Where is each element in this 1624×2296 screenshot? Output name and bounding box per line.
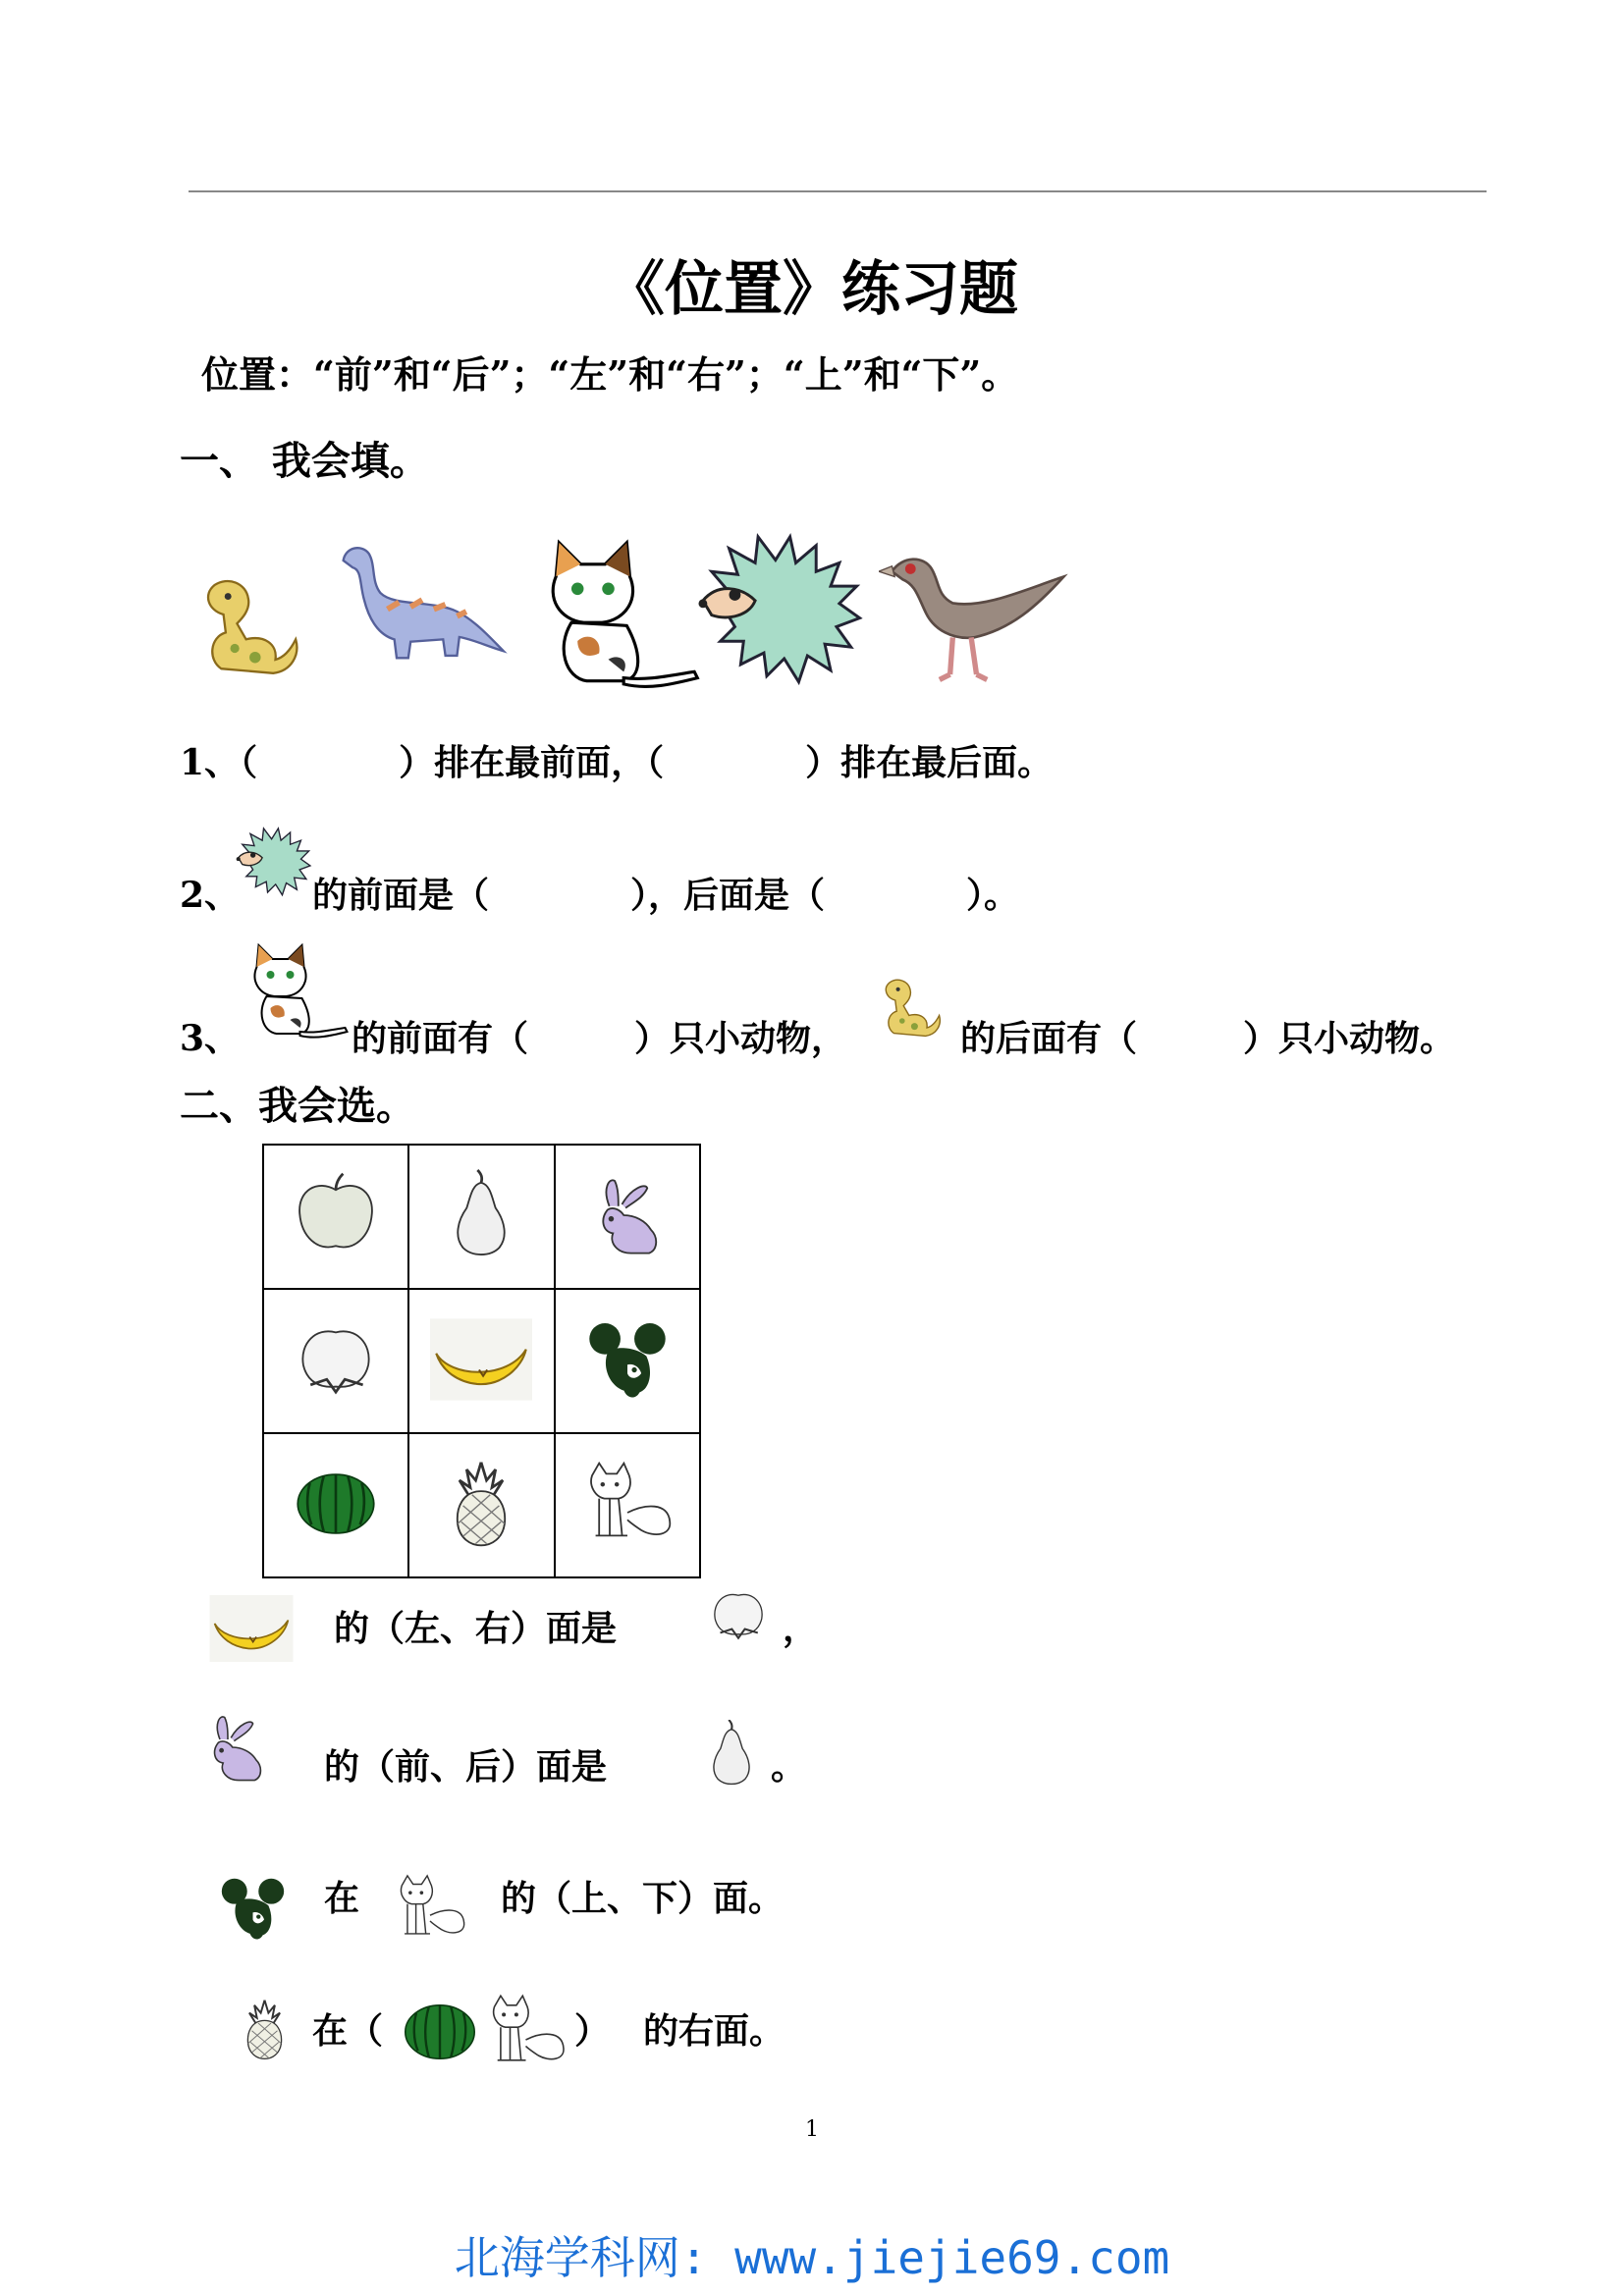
dog-small-icon [879,967,947,1047]
grid-cell-apple [263,1145,408,1289]
grid-cell-pear [408,1145,554,1289]
fox-small-icon-2 [479,1993,572,2071]
grid-cell-fox [555,1433,700,1577]
q1-text: （ ）排在最前面，（ ）排在最后面。 [240,742,1054,783]
watermelon-small-icon [399,1993,481,2071]
bird-image [879,525,1070,697]
q2-number: 2、 [180,875,241,916]
hedgehog-image [697,515,864,702]
mickey-icon [584,1314,671,1405]
subtitle: 位置：“前”和“后”；“左”和“右”；“上”和“下”。 [201,352,1019,397]
pear-icon [436,1166,526,1264]
grid-cell-mickey [555,1289,700,1433]
mickey-small-icon [201,1873,304,1944]
banana-icon [430,1318,532,1401]
page-number: 1 [805,2117,819,2142]
q2-text: 的前面是（ ），后面是（ ）。 [312,875,1020,916]
rabbit-small-icon [196,1703,275,1791]
s2-text: 的（前、后）面是 [324,1746,608,1788]
q3-text-a: 的前面有（ ）只小动物， [352,1018,847,1059]
q3-text-b: 的后面有（ ）只小动物。 [960,1018,1456,1059]
q1-number: 1、 [180,742,241,783]
s1-text: 的（左、右）面是 [334,1608,618,1649]
s3-text-a: 在 [324,1878,360,1919]
picture-grid [262,1144,701,1576]
dog-image [196,564,309,687]
grid-cell-watermelon [263,1433,408,1577]
footer-site: 北海学科网: www.jiejie69.com [454,2231,1170,2284]
header-rule [189,190,1487,192]
s4-text-c: 的右面。 [643,2010,785,2052]
cat-small-icon [236,937,352,1041]
grid-cell-banana [408,1289,554,1433]
grid-cell-rabbit [555,1145,700,1289]
peach-small-icon [694,1582,783,1647]
rabbit-icon [582,1170,673,1260]
grid-cell-pineapple [408,1433,554,1577]
banana-small-icon [201,1595,301,1662]
s2-end: 。 [771,1746,807,1788]
section2-heading: 二、我会选。 [180,1083,415,1129]
fox-icon [580,1460,675,1548]
grid-cell-peach [263,1289,408,1433]
s1-end: ， [783,1608,819,1649]
dinosaur-image [324,535,520,663]
cat-image [525,530,702,692]
pineapple-icon [436,1457,526,1551]
apple-icon [291,1170,381,1260]
pineapple-small-icon [233,1983,297,2076]
peach-icon [291,1314,381,1405]
page-title: 《位置》练习题 [606,255,1018,324]
q3-number: 3、 [180,1018,241,1059]
fox-small-icon [378,1873,482,1944]
section1-heading: 一、 我会填。 [180,438,429,484]
s3-text-b: 的（上、下）面。 [501,1878,785,1919]
pear-small-icon [692,1720,771,1789]
watermelon-icon [289,1461,383,1547]
s4-text-a: 在（ [312,2010,384,2052]
hedgehog-small-icon [236,815,312,908]
s4-text-b: ） [574,2010,611,2052]
